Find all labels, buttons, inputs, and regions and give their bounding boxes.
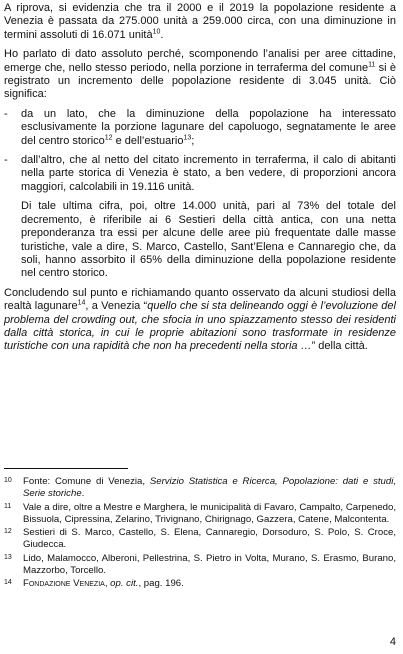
footnote-ref-10[interactable]: 10 (152, 28, 161, 36)
footnote-number: 14 (4, 579, 12, 587)
dash-bullet: - (4, 107, 8, 120)
paragraph-1 (4, 2, 396, 42)
list-item-2-text: dall’altro, che al netto del citato incremento in terraferma, il calo di abitanti nella parte storica di Venezia è stato, a ben vedere, di proporzioni ancora maggiori, calcolabili in 19.116 unità. (21, 154, 396, 193)
paragraph-2-text: Ho parlato di dato assoluto perché, scomponendo l’analisi per aree cittadine, emerge che, nello stesso periodo, nella porzione in terraferma del comune (4, 48, 396, 74)
footnote-ref-13[interactable]: 13 (183, 134, 192, 141)
footnote-number: 11 (4, 502, 12, 510)
main-text (4, 2, 396, 360)
paragraph-4-end: ” della città. (311, 340, 368, 353)
footnote-text-end: , pag. 196. (138, 578, 184, 590)
footnote-text-end: . (81, 488, 85, 500)
footnote-number: 12 (4, 528, 12, 536)
footnote-separator (4, 468, 128, 469)
list-item-2 (4, 154, 396, 194)
dash-bullet: - (4, 154, 8, 167)
footnotes (4, 476, 396, 592)
footnote-number: 13 (4, 553, 12, 561)
footnote-13 (4, 553, 396, 578)
footnote-text: Vale a dire, oltre a Mestre e Marghera, le municipalità di Favaro, Campalto, Carpenedo, Bissuola, Cipressina, Zelarino, Trivignano, Chirignago, Gazzera, Catene, Malcontenta. (23, 501, 396, 525)
italic-quote: quello che si sta delineando oggi è l’evoluzione del problema del crowding out, che sfocia in uno spiazzamento stesso dei residenti dalla città storica, in cui le proprie abitazioni sono trasformate in residenze turistiche con una rapidità che non ha precedenti nella storia … (4, 300, 396, 353)
paragraph-4 (4, 287, 396, 354)
footnote-12 (4, 527, 396, 552)
footnote-ref-11[interactable]: 11 (368, 60, 376, 68)
footnote-text: , (104, 578, 111, 590)
page-number: 4 (389, 636, 396, 648)
list-item-1-text: da un lato, che la diminuzione della popolazione ha interessato esclusivamente la porzione lagunare del capoluogo, segnatamente le aree del centro storico (21, 107, 396, 147)
footnote-smallcaps-text: Fondazione Venezia (23, 578, 105, 590)
list-item-1-mid: e dell’estuario (112, 134, 184, 147)
footnote-10 (4, 476, 396, 501)
footnote-ref-12[interactable]: 12 (104, 134, 113, 141)
list-item-1-end: ; (191, 134, 195, 147)
paragraph-3 (4, 200, 396, 280)
footnote-11 (4, 502, 396, 527)
footnote-italic-text: Servizio Statistica e Ricerca, Popolazione: dati e studi, Serie storiche (23, 476, 396, 500)
footnote-number: 10 (4, 477, 12, 484)
list-item-1 (4, 108, 396, 148)
footnote-text: Fonte: Comune di Venezia, (23, 476, 150, 487)
paragraph-4-text: Concludendo sul punto e richiamando quanto osservato da alcuni studiosi della realtà lagunare (4, 286, 396, 313)
footnote-text: Sestieri di S. Marco, Castello, S. Elena, Cannaregio, Dorsoduro, S. Polo, S. Croce, Giudecca. (23, 527, 396, 551)
footnote-italic-text: op. cit. (110, 578, 139, 590)
paragraph-4-text-continued: , a Venezia “ (85, 300, 148, 313)
footnote-text: Lido, Malamocco, Alberoni, Pellestrina, S. Pietro in Volta, Murano, S. Erasmo, Burano, Mazzorbo, Torcello. (23, 552, 396, 577)
paragraph-1-end: . (160, 28, 164, 41)
footnote-14 (4, 578, 396, 590)
paragraph-1-text: A riprova, si evidenzia che tra il 2000 e il 2019 la popolazione residente a Venezia è passata da 275.000 unità a 259.000 circa, con una diminuzione in termini assoluti di 16.071 unità (4, 2, 396, 41)
paragraph-2 (4, 48, 396, 102)
paragraph-2-text-continued: si è registrato un incremento delle popolazione residente di 3.045 unità. Ciò significa: (4, 61, 396, 101)
footnote-ref-14[interactable]: 14 (77, 299, 86, 307)
paragraph-3-text: Di tale ultima cifra, poi, oltre 14.000 unità, pari al 73% del totale del decremento, è riferibile ai 6 Sestieri della città antica, con una netta preponderanza tra essi per alcune delle aree più frequentate dalle masse turistiche, vale a dire, S. Marco, Castello, Sant’Elena e Cannaregio che, da soli, hanno assorbito il 65% della diminuzione della popolazione residente nel centro storico. (21, 200, 396, 280)
